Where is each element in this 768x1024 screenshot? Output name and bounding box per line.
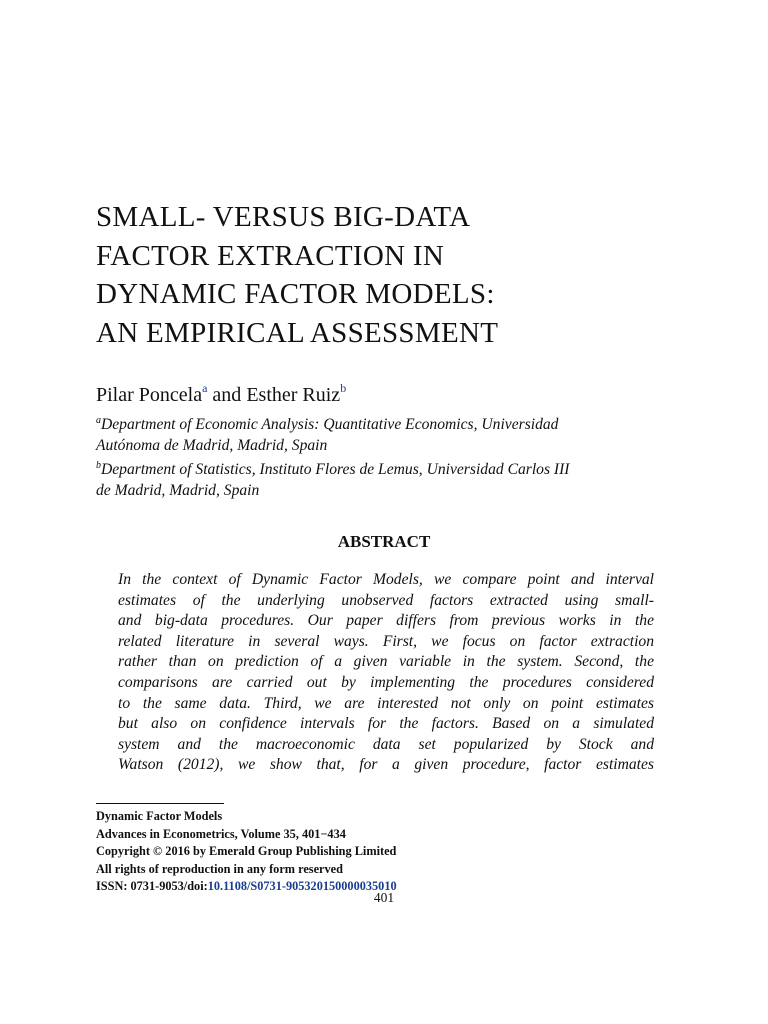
title-line: DYNAMIC FACTOR MODELS: bbox=[96, 278, 495, 310]
abstract-line: In the context of Dynamic Factor Models, we compare point and interval bbox=[118, 571, 654, 588]
abstract-line: rather than on prediction of a given variable in the system. Second, the bbox=[118, 653, 654, 671]
title-line: SMALL- VERSUS BIG-DATA bbox=[96, 201, 471, 233]
affiliation-line bbox=[96, 456, 676, 481]
abstract-line: estimates of the underlying unobserved factors extracted using small- bbox=[118, 591, 654, 609]
publication-footnote bbox=[96, 808, 397, 896]
affiliation-line: de Madrid, Madrid, Spain bbox=[96, 481, 260, 499]
abstract-line: system and the macroeconomic data set popularized by Stock and bbox=[118, 735, 654, 753]
author-name: Pilar Poncela bbox=[96, 384, 203, 406]
abstract-line: comparisons are carried out by implementing the procedures considered bbox=[118, 673, 654, 691]
doi-link[interactable]: 10.1108/S0731-905320150000035010 bbox=[207, 879, 397, 893]
abstract-line: related literature in several ways. First, we focus on factor extraction bbox=[118, 632, 654, 650]
abstract-body bbox=[118, 570, 654, 776]
paper-title bbox=[96, 198, 716, 352]
author-name: Esther Ruiz bbox=[246, 384, 341, 406]
author-list bbox=[96, 381, 346, 407]
author-connector: and bbox=[207, 384, 247, 406]
footnote-divider bbox=[96, 803, 224, 804]
copyright-line: Copyright © 2016 by Emerald Group Publishing Limited bbox=[96, 844, 397, 858]
affiliation-sup: b bbox=[96, 460, 101, 471]
abstract-line: Watson (2012), we show that, for a given procedure, factor estimates bbox=[118, 756, 654, 774]
affiliation-marker[interactable]: a bbox=[202, 381, 208, 395]
abstract-line: and big-data procedures. Our paper differs from previous works in the bbox=[118, 612, 654, 630]
page-number: 401 bbox=[373, 890, 395, 905]
rights-line: All rights of reproduction in any form reserved bbox=[96, 861, 343, 876]
abstract-line: but also on confidence intervals for the factors. Based on a simulated bbox=[118, 715, 654, 733]
series-info: Advances in Econometrics, Volume 35, 401−434 bbox=[96, 826, 346, 841]
book-title: Dynamic Factor Models bbox=[96, 809, 223, 823]
affiliation-line bbox=[96, 411, 676, 436]
affiliation-text: Department of Statistics, Instituto Flores de Lemus, Universidad Carlos III bbox=[101, 461, 570, 478]
affiliation-sup: a bbox=[96, 415, 101, 426]
affiliation-marker[interactable]: b bbox=[340, 381, 347, 395]
affiliation-line: Autónoma de Madrid, Madrid, Spain bbox=[96, 436, 328, 454]
title-line: AN EMPIRICAL ASSESSMENT bbox=[96, 316, 499, 349]
affiliation-text: Department of Economic Analysis: Quantitative Economics, Universidad bbox=[101, 416, 559, 433]
title-line: FACTOR EXTRACTION IN bbox=[96, 239, 445, 272]
abstract-heading: ABSTRACT bbox=[337, 532, 431, 551]
issn-label: ISSN: 0731-9053/doi: bbox=[96, 879, 208, 893]
abstract-line: to the same data. Third, we are interested not only on point estimates bbox=[118, 694, 654, 712]
affiliations bbox=[96, 411, 676, 501]
